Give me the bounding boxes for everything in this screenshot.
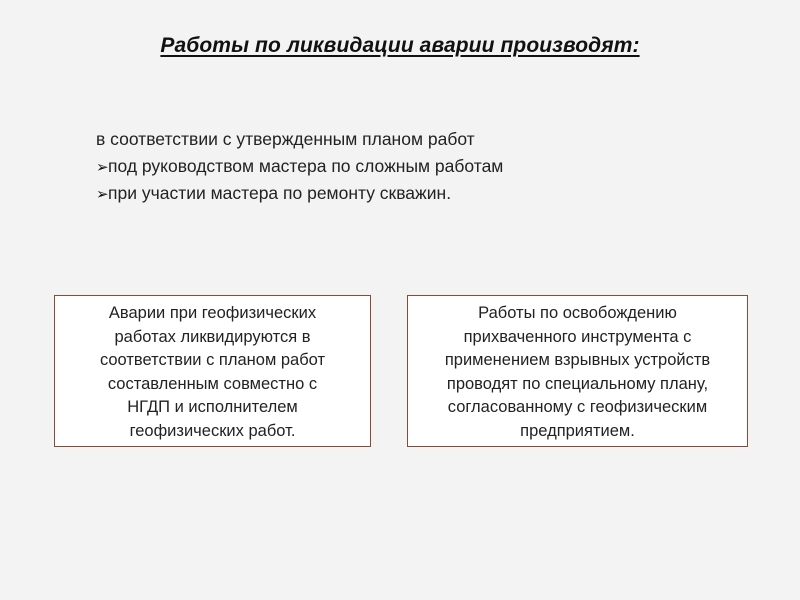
geophysical-accidents-box [54,295,371,447]
box-line: соответствии с планом работ [99,351,326,370]
box-line: прихваченного инструмента с [463,327,692,346]
list-item [96,180,503,207]
box-line: работах ликвидируются в [114,327,311,346]
list-item [96,153,503,180]
list-item-text: при участии мастера по ремонту скважин. [108,183,452,203]
box-line: геофизических работ. [129,421,296,440]
list-item [96,126,503,153]
box-line: составленным совместно с [107,374,318,393]
box-line: проводят по специальному плану, [446,374,709,393]
box-line: Работы по освобождению [478,304,677,322]
box-line: Аварии при геофизических [108,304,317,322]
box-line: предприятием. [520,421,635,440]
box-line: согласованному с геофизическим [447,398,708,417]
box-line: применением взрывных устройств [444,351,711,370]
arrow-bullet-icon: ➢ [96,159,109,176]
list-item-text: в соответствии с утвержденным планом работ [96,129,475,149]
box-line: НГДП и исполнителем [127,398,298,417]
slide-title: Работы по ликвидации аварии производят: [160,34,640,57]
bullet-list [96,126,503,207]
list-item-text: под руководством мастера по сложным работам [108,156,504,176]
explosive-devices-box [407,295,748,447]
arrow-bullet-icon: ➢ [96,186,109,203]
